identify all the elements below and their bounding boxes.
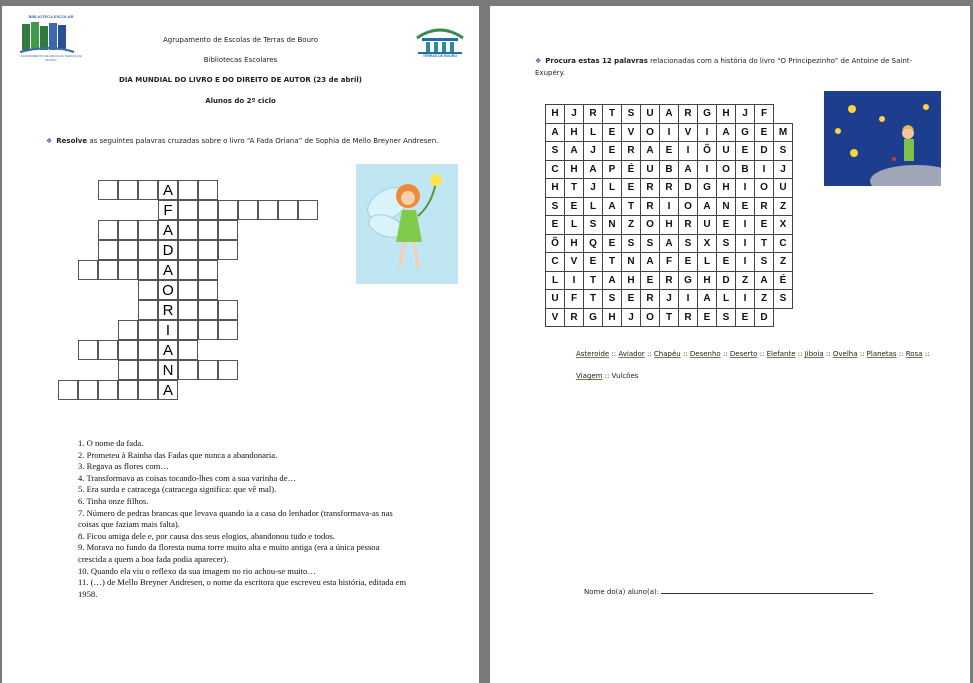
crossword-cell[interactable] [198,220,218,240]
grid-letter[interactable]: E [660,142,679,161]
grid-letter[interactable]: T [603,253,622,272]
crossword-cell[interactable] [178,200,198,220]
clue-item: 3. Regava as flores com… [78,461,169,472]
crossword-key-letter: I [158,320,178,340]
grid-letter[interactable]: E [622,290,641,309]
grid-letter[interactable]: S [717,234,736,253]
grid-letter[interactable]: F [660,253,679,272]
crossword-cell[interactable] [138,260,158,280]
crossword-cell[interactable] [118,180,138,200]
grid-letter[interactable]: H [546,105,565,124]
grid-letter[interactable]: A [660,234,679,253]
crossword-cell[interactable] [138,220,158,240]
word-item: Aviador [618,350,645,358]
grid-letter[interactable]: D [717,271,736,290]
crossword-cell[interactable] [178,320,198,340]
grid-letter[interactable]: R [679,105,698,124]
grid-letter[interactable]: E [736,308,755,327]
grid-letter[interactable]: A [584,160,603,179]
grid-letter[interactable]: Z [755,290,774,309]
grid-letter[interactable]: H [603,308,622,327]
word-list-line-2: Viagem :: Vulcões [576,372,639,380]
grid-letter[interactable]: J [660,290,679,309]
grid-letter[interactable]: C [546,160,565,179]
grid-letter[interactable]: R [679,216,698,235]
grid-letter[interactable]: T [565,179,584,198]
grid-letter[interactable]: U [546,290,565,309]
crossword-cell[interactable] [238,200,258,220]
grid-letter[interactable]: G [698,105,717,124]
grid-letter[interactable]: H [660,216,679,235]
grid-letter[interactable]: B [736,160,755,179]
crossword-cell[interactable] [218,240,238,260]
crossword-cell[interactable] [78,380,98,400]
grid-letter[interactable]: T [622,197,641,216]
grid-letter[interactable]: L [546,271,565,290]
grid-letter[interactable]: L [603,179,622,198]
grid-letter[interactable]: S [717,308,736,327]
grid-row [546,216,793,235]
grid-letter[interactable]: I [660,197,679,216]
crossword-cell[interactable] [118,240,138,260]
grid-letter[interactable]: R [641,290,660,309]
grid-row [546,290,793,309]
grid-letter[interactable]: L [698,253,717,272]
crossword-cell[interactable] [118,260,138,280]
grid-letter[interactable]: S [622,234,641,253]
instruction-verb: Resolve [56,137,88,145]
grid-row [546,253,793,272]
grid-letter[interactable]: V [565,253,584,272]
grid-letter[interactable]: R [622,142,641,161]
word-item: Deserto [729,350,758,358]
crossword-cell[interactable] [98,180,118,200]
grid-row [546,271,793,290]
grid-letter[interactable]: S [679,234,698,253]
wordsearch-instruction [535,55,935,79]
crossword-cell[interactable] [138,320,158,340]
grid-letter[interactable]: U [774,179,793,198]
grid-letter[interactable]: D [679,179,698,198]
grid-letter[interactable]: H [565,234,584,253]
grid-letter[interactable]: L [584,123,603,142]
grid-row [546,105,793,124]
crossword-cell[interactable] [58,380,78,400]
crossword-cell[interactable] [138,340,158,360]
grid-letter[interactable]: D [755,308,774,327]
grid-letter[interactable]: É [774,271,793,290]
grid-letter[interactable]: A [698,290,717,309]
little-prince-illustration [824,91,941,186]
crossword-cell[interactable] [258,200,278,220]
grid-row [546,142,793,161]
crossword-cell[interactable] [218,360,238,380]
grid-letter[interactable]: U [698,216,717,235]
crossword-cell[interactable] [198,240,218,260]
crossword-cell[interactable] [118,340,138,360]
grid-letter[interactable]: E [755,216,774,235]
word-item: Chapéu [653,350,681,358]
word-item: Planetas [866,350,897,358]
grid-letter[interactable]: G [584,308,603,327]
grid-letter[interactable]: T [584,271,603,290]
grid-letter[interactable]: A [546,123,565,142]
word-item: Rosa [905,350,923,358]
crossword-cell[interactable] [198,360,218,380]
grid-letter[interactable]: A [603,271,622,290]
student-name-field[interactable] [584,586,873,596]
school-name: Agrupamento de Escolas de Terras de Bouro [162,36,319,44]
grid-letter[interactable]: S [622,105,641,124]
grid-letter[interactable]: H [717,105,736,124]
grid-letter[interactable]: A [660,105,679,124]
grid-letter[interactable]: V [546,308,565,327]
crossword-cell[interactable] [178,260,198,280]
grid-letter[interactable]: E [603,123,622,142]
grid-letter[interactable]: E [603,142,622,161]
grid-letter[interactable]: H [546,179,565,198]
grid-letter[interactable]: M [774,123,793,142]
crossword-cell[interactable] [198,260,218,280]
grid-letter[interactable]: A [641,253,660,272]
logo-title: BIBLIOTECA ESCOLAR [28,14,74,19]
crossword-cell[interactable] [178,280,198,300]
grid-letter[interactable]: I [565,271,584,290]
grid-letter[interactable]: V [679,123,698,142]
instruction-emphasis: Procura estas 12 palavras [545,57,648,65]
clue-item: 7. Número de pedras brancas que levava quando ia a casa do lenhador (transformava-as nas coisas que faziam mais falta). [78,507,393,530]
crossword-cell[interactable] [98,220,118,240]
word-list [576,348,946,392]
word-item: Viagem [576,372,603,380]
crossword-cell[interactable] [118,360,138,380]
word-list-line-1: Asteroide :: Aviador :: Chapéu :: Desenho :: Deserto :: Elefante :: Jiboia :: Ovelha :: Planetas :: Rosa :: [576,350,930,358]
crossword-key-letter: O [158,280,178,300]
student-name-blank[interactable] [661,586,873,594]
crossword-cell[interactable] [138,280,158,300]
grid-letter[interactable]: D [755,142,774,161]
grid-letter[interactable]: S [603,290,622,309]
word-item: Elefante [766,350,796,358]
grid-letter[interactable]: O [679,197,698,216]
crossword-cell[interactable] [178,240,198,260]
crossword-cell[interactable] [78,340,98,360]
crossword-cell[interactable] [98,240,118,260]
word-item: Jiboia [804,350,824,358]
grid-letter[interactable]: J [622,308,641,327]
grid-letter[interactable]: E [736,197,755,216]
grid-letter[interactable]: L [565,216,584,235]
crossword-cell[interactable] [178,180,198,200]
grid-letter[interactable]: I [679,290,698,309]
grid-letter[interactable]: É [622,160,641,179]
grid-letter[interactable]: E [736,142,755,161]
grid-letter[interactable]: J [584,179,603,198]
grid-letter[interactable]: J [565,105,584,124]
grid-letter[interactable]: O [717,160,736,179]
grid-letter[interactable]: H [622,271,641,290]
grid-letter[interactable]: T [755,234,774,253]
crossword-cell[interactable] [298,200,318,220]
grid-letter[interactable]: E [565,197,584,216]
event-title: DIA MUNDIAL DO LIVRO E DO DIREITO DE AUTOR (23 de abril) [119,76,362,84]
clue-item: 8. Ficou amiga dele e, por causa dos seus elogios, abandonou tudo e todos. [78,530,336,541]
crossword-cell[interactable] [118,380,138,400]
word-search-grid [545,104,793,327]
grid-letter[interactable]: O [755,179,774,198]
grid-letter[interactable]: Z [774,197,793,216]
grid-letter[interactable]: H [698,271,717,290]
grid-letter[interactable]: J [736,105,755,124]
clue-item: 10. Quando ela viu o reflexo da sua imagem no rio achou-se muito… [78,565,316,576]
grid-row [546,308,793,327]
crossword-cell[interactable] [138,300,158,320]
crossword-key-letter: D [158,240,178,260]
crossword-key-letter: A [158,180,178,200]
grid-letter[interactable]: X [774,216,793,235]
crossword-clues [78,438,408,600]
target-audience: Alunos do 2º ciclo [205,97,276,105]
grid-letter[interactable]: J [584,142,603,161]
instruction-text: relacionadas com a história do livro “O Principezinho” de Antoine de Saint-Exupéry. [535,57,913,77]
crossword-cell[interactable] [178,220,198,240]
clue-item: 2. Prometeu à Rainha das Fadas que nunca a abandonaria. [78,449,278,460]
grid-letter[interactable]: I [698,160,717,179]
crossword-cell[interactable] [138,180,158,200]
grid-letter[interactable]: O [641,123,660,142]
grid-letter[interactable]: E [603,234,622,253]
grid-letter[interactable]: C [546,253,565,272]
grid-letter[interactable]: U [717,142,736,161]
grid-letter[interactable]: T [660,308,679,327]
clue-item: 1. O nome da fada. [78,438,144,448]
grid-letter[interactable]: B [660,160,679,179]
grid-letter[interactable]: S [755,253,774,272]
grid-row [546,197,793,216]
crossword-cell[interactable] [218,220,238,240]
crossword-key-letter: A [158,340,178,360]
grid-letter[interactable]: Z [622,216,641,235]
grid-letter[interactable]: H [565,160,584,179]
grid-letter[interactable]: R [755,197,774,216]
grid-letter[interactable]: A [641,142,660,161]
grid-letter[interactable]: S [774,142,793,161]
worksheet-page-left [2,6,479,683]
grid-letter[interactable]: E [698,308,717,327]
grid-letter[interactable]: E [584,253,603,272]
crossword-cell[interactable] [98,260,118,280]
crossword-cell[interactable] [278,200,298,220]
logo-subtitle: AGRUPAMENTO DE ESCOLAS TERRAS DE BOURO [20,54,82,62]
grid-letter[interactable]: A [698,197,717,216]
crossword-cell[interactable] [218,200,238,220]
grid-letter[interactable]: Q [584,234,603,253]
grid-letter[interactable]: R [641,179,660,198]
grid-letter[interactable]: G [679,271,698,290]
grid-letter[interactable]: Õ [698,142,717,161]
grid-letter[interactable]: V [622,123,641,142]
clue-item: 5. Era surda e catracega (catracega significa: que vê mal). [78,484,277,495]
grid-row [546,234,793,253]
grid-letter[interactable]: S [774,290,793,309]
grid-letter[interactable]: Z [774,253,793,272]
grid-letter[interactable]: I [755,160,774,179]
crossword-cell[interactable] [178,300,198,320]
grid-letter[interactable]: P [603,160,622,179]
student-name-label: Nome do(a) aluno(a): [584,588,660,596]
clue-item: 9. Morava no fundo da floresta numa torre muito alta e muito antiga (era a única pessoa crescida a quem a boa fada podia aparecer). [78,542,380,564]
grid-letter[interactable]: I [698,123,717,142]
grid-letter[interactable]: S [584,216,603,235]
library-name: Bibliotecas Escolares [203,56,278,64]
word-item: Ovelha [832,350,858,358]
crossword-key-letter: R [158,300,178,320]
crossword-key-letter: F [158,200,178,220]
grid-letter[interactable]: I [736,234,755,253]
crossword-key-letter: A [158,220,178,240]
crossword-cell[interactable] [198,180,218,200]
clue-item: 4. Transformava as coisas tocando-lhes com a sua varinha de… [78,472,297,483]
clue-item: 6. Tinha onze filhos. [78,495,149,506]
crossword-cell[interactable] [98,340,118,360]
grid-letter[interactable]: R [641,197,660,216]
crossword-key-letter: A [158,260,178,280]
grid-letter[interactable]: E [717,253,736,272]
grid-letter[interactable]: G [698,179,717,198]
crossword-cell[interactable] [218,300,238,320]
grid-letter[interactable]: L [717,290,736,309]
crossword-cell[interactable] [178,360,198,380]
grid-letter[interactable]: R [679,308,698,327]
grid-letter[interactable]: I [736,253,755,272]
grid-letter[interactable]: E [717,216,736,235]
grid-letter[interactable]: J [774,160,793,179]
grid-letter[interactable]: G [736,123,755,142]
logo-caption: TERRAS DE BOURO [422,54,458,58]
grid-letter-empty [774,105,793,124]
grid-letter[interactable]: H [565,123,584,142]
grid-letter[interactable]: A [755,271,774,290]
grid-letter[interactable]: I [736,216,755,235]
grid-letter[interactable]: I [660,123,679,142]
grid-letter[interactable]: Z [736,271,755,290]
grid-letter[interactable]: N [622,253,641,272]
grid-letter[interactable]: E [622,179,641,198]
grid-letter[interactable]: F [755,105,774,124]
crossword-cell[interactable] [118,220,138,240]
grid-letter[interactable]: A [717,123,736,142]
grid-letter[interactable]: S [546,142,565,161]
instruction-text: as seguintes palavras cruzadas sobre o livro “A Fada Oriana” de Sophia de Mello Breyner Andresen. [87,137,439,145]
crossword-cell[interactable] [138,360,158,380]
grid-letter[interactable]: E [546,216,565,235]
grid-letter[interactable]: O [641,216,660,235]
grid-letter[interactable]: E [679,253,698,272]
grid-letter[interactable]: S [641,234,660,253]
grid-letter[interactable]: U [641,160,660,179]
crossword-cell[interactable] [138,240,158,260]
grid-letter[interactable]: T [603,105,622,124]
grid-letter[interactable]: A [679,160,698,179]
grid-letter[interactable]: H [717,179,736,198]
grid-letter[interactable]: O [641,308,660,327]
crossword-cell[interactable] [98,380,118,400]
grid-letter[interactable]: I [736,179,755,198]
diamond-bullet-icon: ❖ [46,137,53,145]
grid-row [546,160,793,179]
crossword-cell[interactable] [198,320,218,340]
crossword-key-letter: N [158,360,178,380]
grid-letter[interactable]: Õ [546,234,565,253]
grid-letter[interactable]: R [660,179,679,198]
crossword-cell[interactable] [198,300,218,320]
grid-row [546,179,793,198]
crossword-cell[interactable] [138,380,158,400]
diamond-bullet-icon: ❖ [535,57,542,65]
grid-letter[interactable]: I [736,290,755,309]
clue-item: 11. (…) de Mello Breyner Andresen, o nome da escritora que escreveu esta história, editada em 1958. [78,577,407,599]
grid-letter[interactable]: A [603,197,622,216]
grid-letter[interactable]: N [717,197,736,216]
crossword-cell[interactable] [178,340,198,360]
grid-letter[interactable]: R [660,271,679,290]
word-item: Asteroide [576,350,610,358]
crossword-cell[interactable] [198,280,218,300]
grid-letter[interactable]: U [641,105,660,124]
grid-letter[interactable]: I [679,142,698,161]
grid-letter [774,308,793,327]
grid-letter[interactable]: E [641,271,660,290]
crossword-cell[interactable] [118,320,138,340]
crossword-cell[interactable] [198,200,218,220]
grid-letter[interactable]: N [603,216,622,235]
grid-letter[interactable]: A [565,142,584,161]
word-item: Vulcões [611,372,639,380]
grid-letter[interactable]: R [565,308,584,327]
word-item: Desenho [689,350,721,358]
crossword-cell[interactable] [218,320,238,340]
grid-letter[interactable]: R [584,105,603,124]
grid-letter[interactable]: L [584,197,603,216]
grid-letter[interactable]: E [755,123,774,142]
grid-letter[interactable]: S [546,197,565,216]
grid-letter[interactable]: X [698,234,717,253]
crossword-cell[interactable] [78,260,98,280]
grid-row [546,123,793,142]
grid-letter[interactable]: C [774,234,793,253]
grid-letter[interactable]: T [584,290,603,309]
grid-letter[interactable]: F [565,290,584,309]
crossword-key-letter: A [158,380,178,400]
